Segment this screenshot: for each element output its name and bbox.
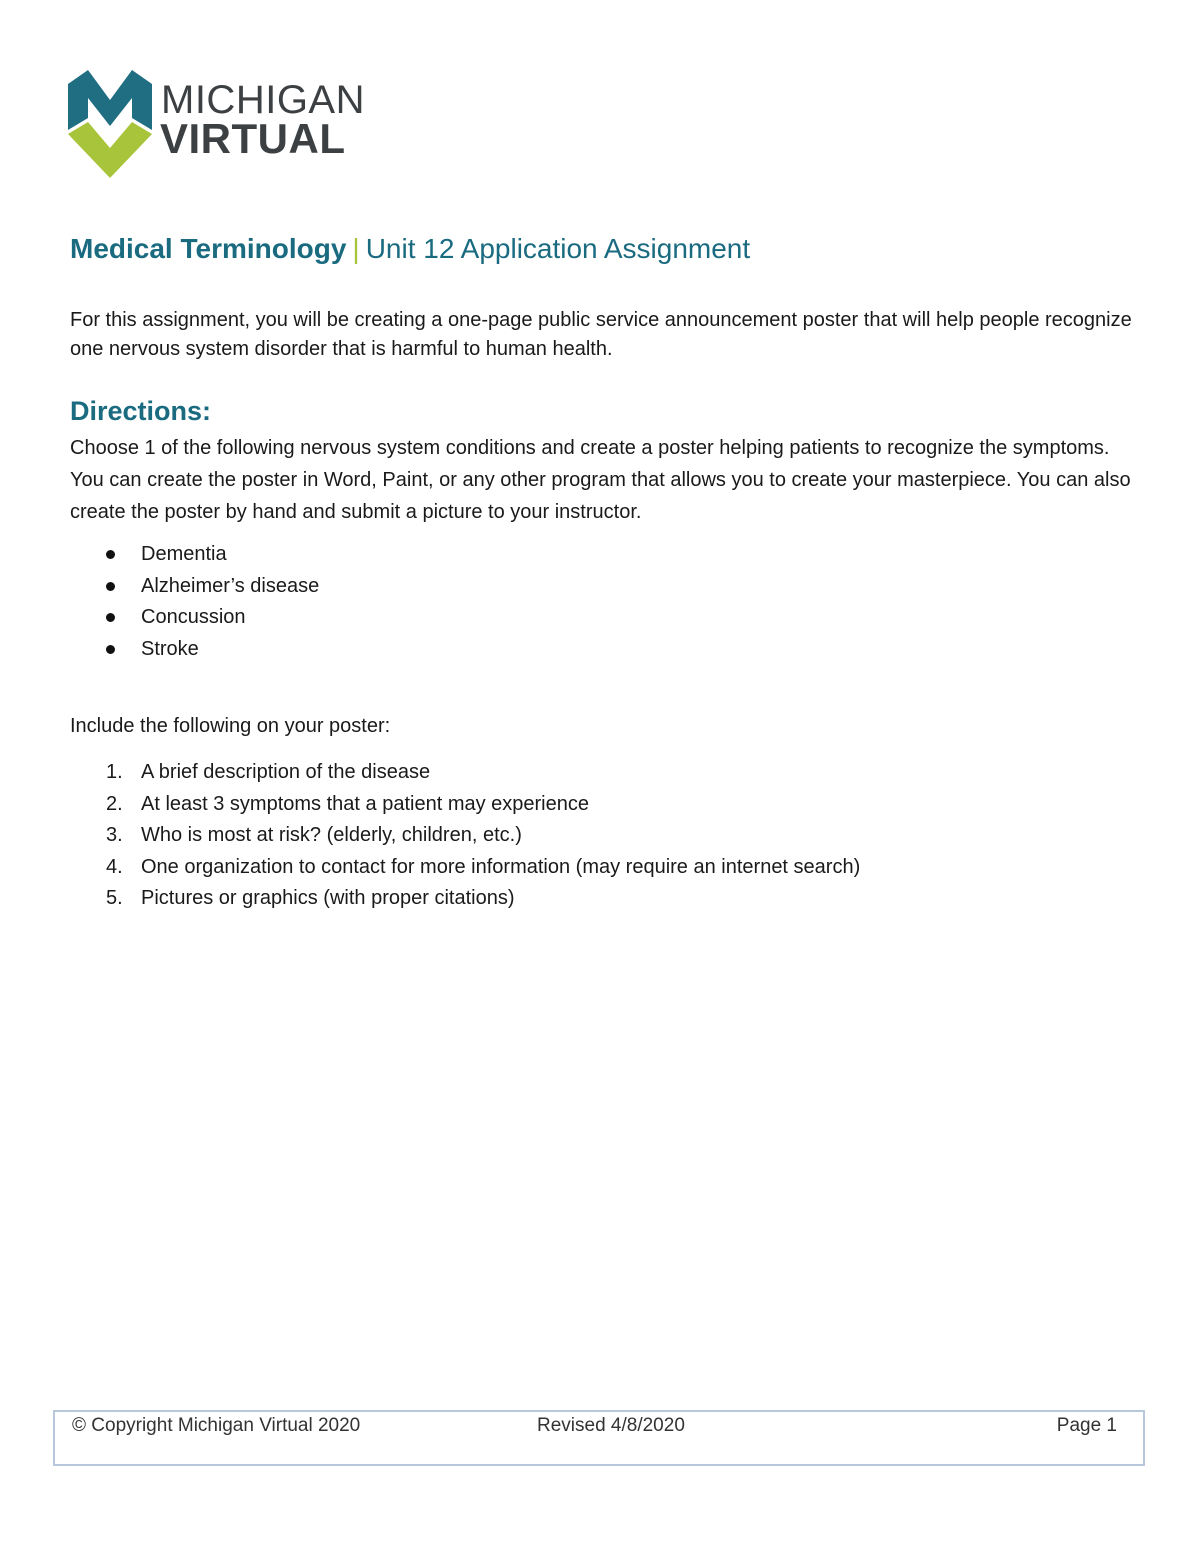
directions-paragraph: Choose 1 of the following nervous system conditions and create a poster helping patients to recognize the symptoms. You can create the poster in Word, Paint, or any other program that allows you to create your masterpiece. You can also create the poster by hand and submit a picture to your instructor. <box>70 437 1131 523</box>
logo-mark-icon <box>68 68 152 180</box>
list-number: 5. <box>106 887 123 909</box>
list-item: 4. One organization to contact for more information (may require an internet search) <box>70 852 860 884</box>
logo-text-michigan: MICHIGAN <box>161 78 365 122</box>
course-name: Medical Terminology <box>70 233 347 264</box>
footer-page-number: Page 1 <box>1056 1415 1117 1436</box>
list-item: 2. At least 3 symptoms that a patient may experience <box>70 789 860 821</box>
list-number: 1. <box>106 761 123 783</box>
list-number: 2. <box>106 792 123 815</box>
page-title <box>70 233 750 265</box>
list-item: Concussion <box>70 602 319 634</box>
list-item: 3. Who is most at risk? (elderly, children, etc.) <box>70 820 860 852</box>
list-item: 5. Pictures or graphics (with proper citations) <box>70 883 860 915</box>
requirements-list <box>70 757 860 915</box>
intro-paragraph: For this assignment, you will be creating a one-page public service announcement poster that will help people recognize one nervous system disorder that is harmful to human health. <box>70 309 1132 360</box>
footer-copyright: © Copyright Michigan Virtual 2020 <box>72 1415 361 1436</box>
list-item: Alzheimer’s disease <box>70 571 319 603</box>
list-item: 1. A brief description of the disease <box>70 757 860 789</box>
bullet-icon <box>106 613 115 622</box>
directions-heading: Directions: <box>70 396 212 426</box>
bullet-icon <box>106 645 115 654</box>
title-separator: | <box>352 233 360 264</box>
list-number: 3. <box>106 824 123 846</box>
bullet-icon <box>106 582 115 591</box>
michigan-virtual-logo <box>68 68 368 183</box>
footer-revised-date: Revised 4/8/2020 <box>537 1415 685 1436</box>
include-intro: Include the following on your poster: <box>70 715 391 737</box>
conditions-list <box>70 539 319 665</box>
assignment-name: Unit 12 Application Assignment <box>365 233 751 264</box>
bullet-icon <box>106 550 115 559</box>
list-item: Stroke <box>70 634 319 666</box>
page-footer <box>53 1410 1145 1466</box>
logo-text-virtual: VIRTUAL <box>160 115 346 162</box>
list-number: 4. <box>106 855 123 878</box>
list-item: Dementia <box>70 539 319 571</box>
